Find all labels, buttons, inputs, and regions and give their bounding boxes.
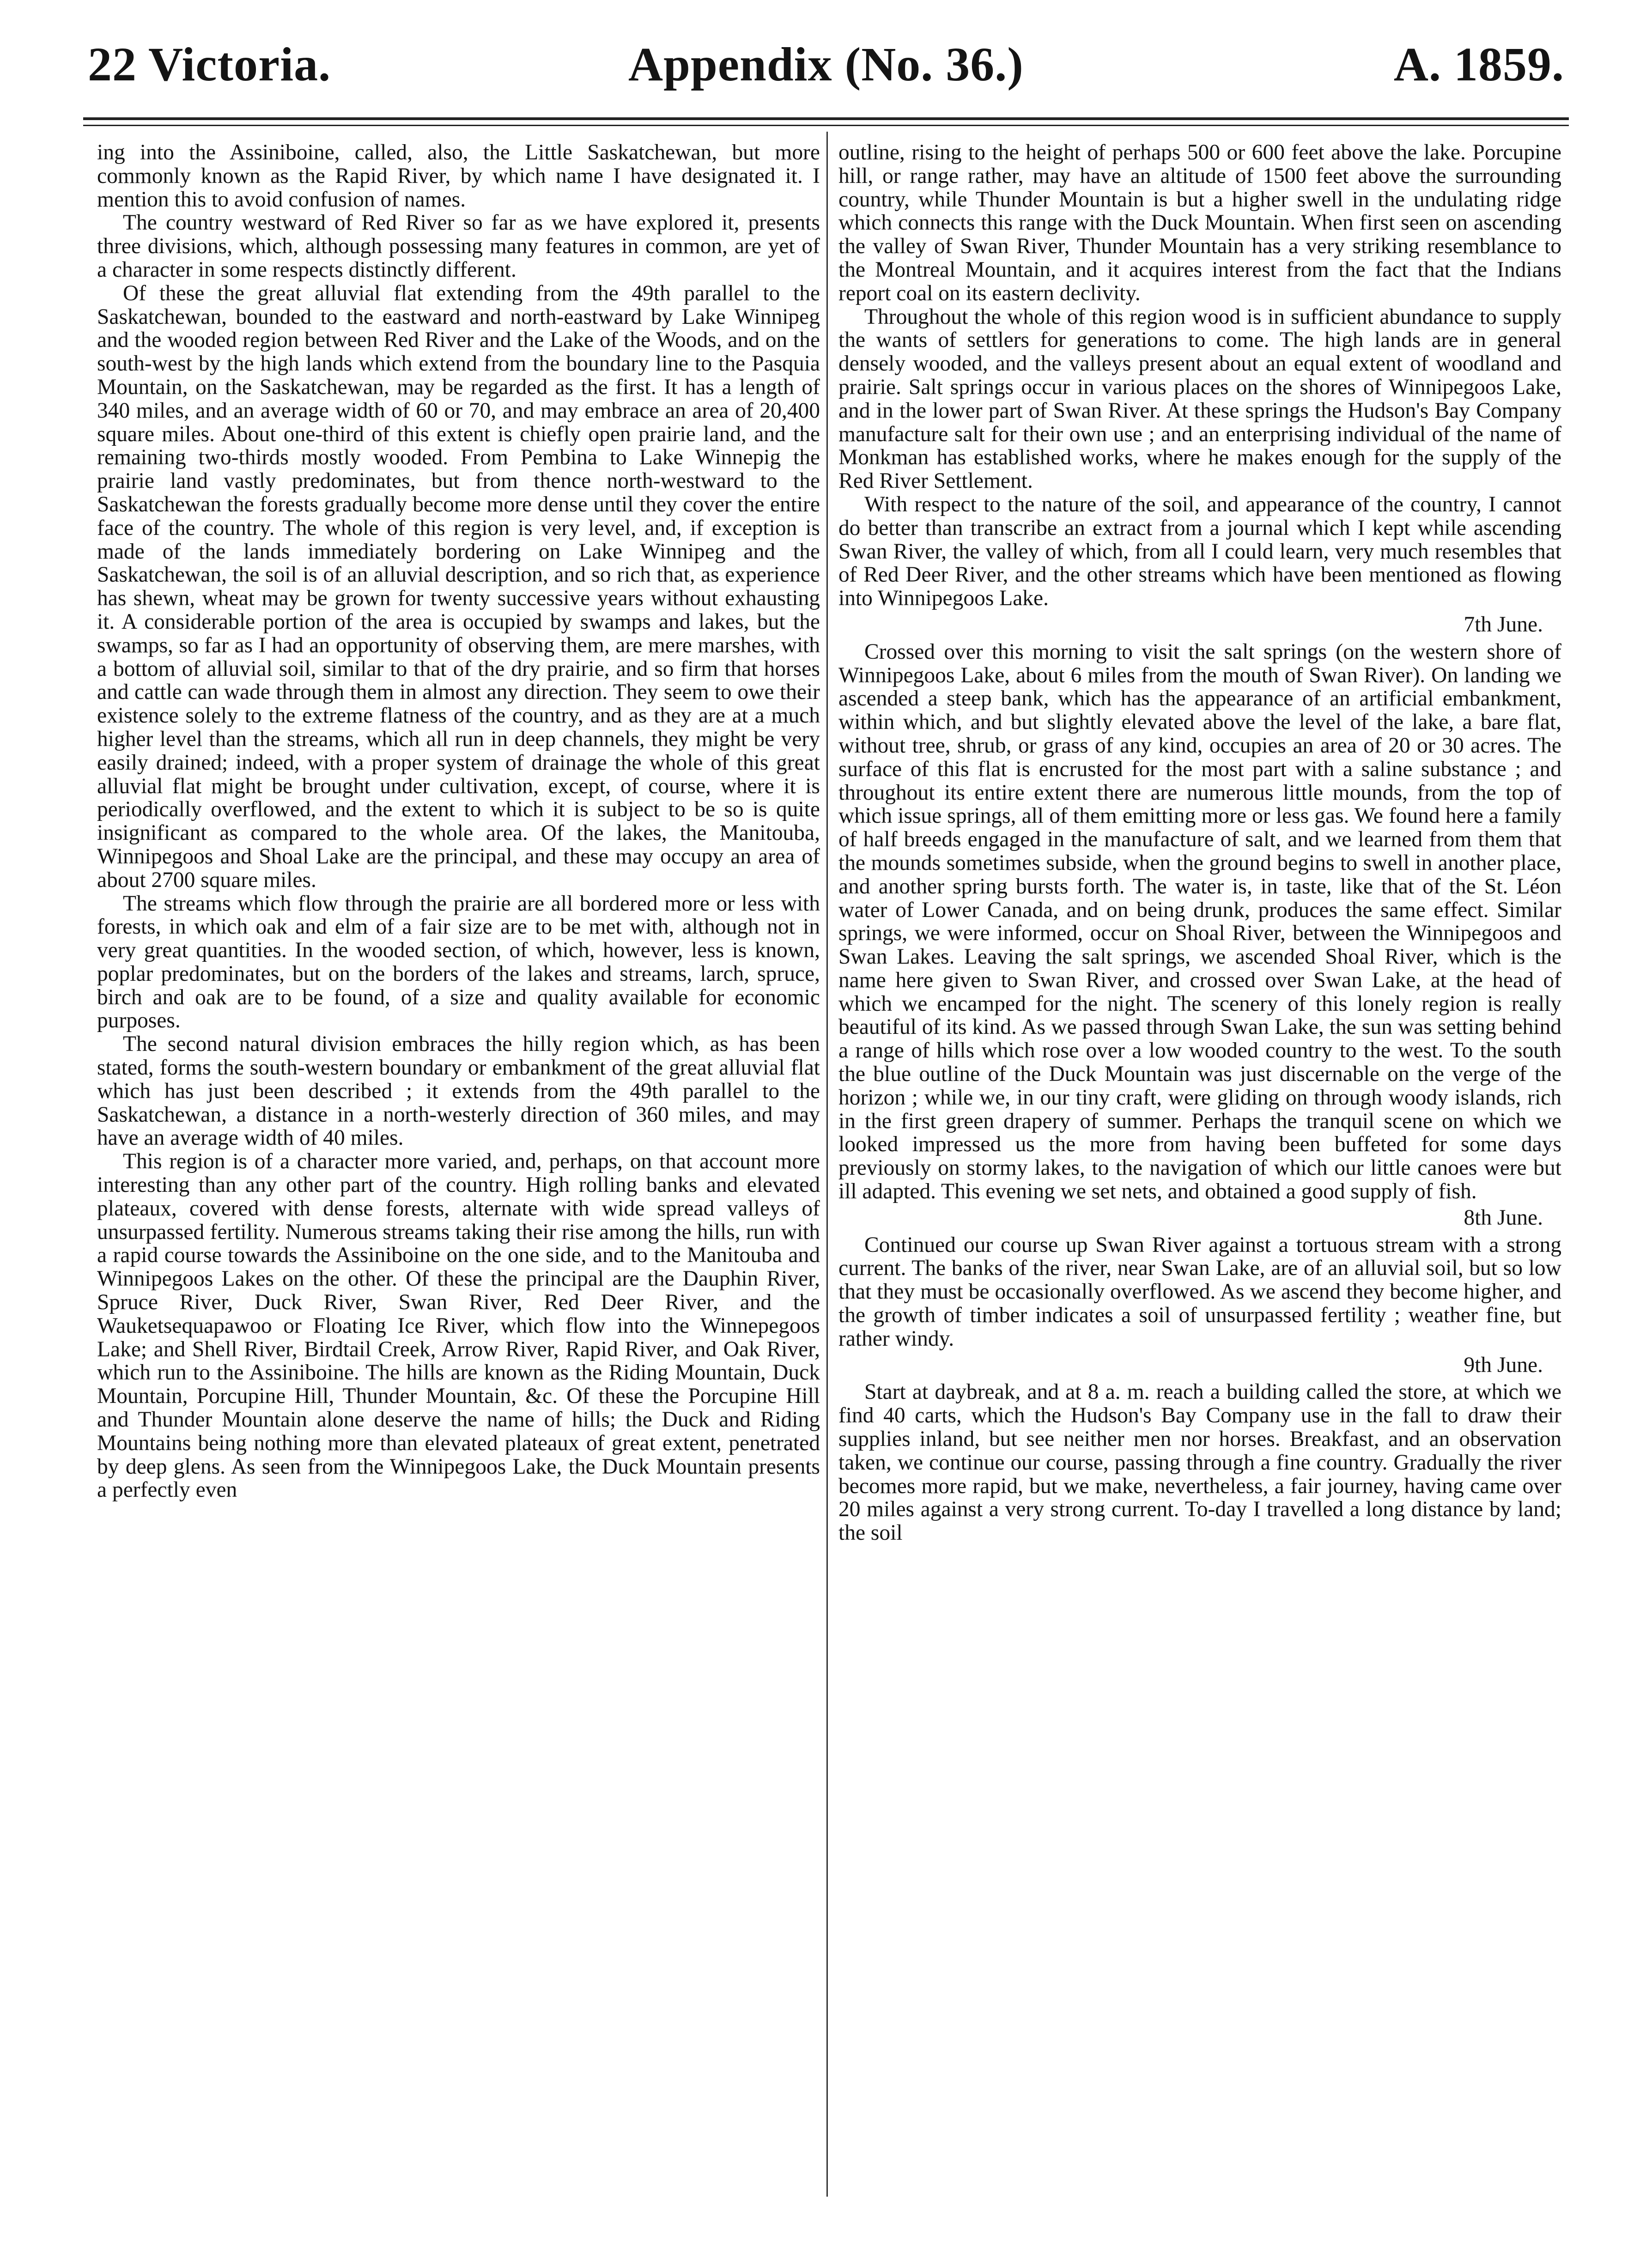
page-header — [69, 18, 1583, 102]
journal-date: 9th June. — [1464, 1353, 1543, 1377]
paragraph: Start at daybreak, and at 8 a. m. reach a building called the store, at which we find 40 carts, which the Hudson's Bay Company use in the fall to draw their supplies inland, but see neither men nor horses. Breakfast, and an observation taken, we continue our course, passing through a fine country. Gradually the river becomes more rapid, but we make, nevertheless, a fair journey, having came over 20 miles against a very strong current. To-day I travelled a long distance by land; the soil — [838, 1380, 1561, 1545]
journal-date: 7th June. — [1464, 612, 1543, 637]
paragraph: Of these the great alluvial flat extending from the 49th parallel to the Saskatchewan, bounded to the eastward and north-eastward by Lake Winnipeg and the wooded region between Red River and the Lake of the Woods, and on the south-west by the high lands which extend from the boundary line to the Pasquia Mountain, on the Saskatchewan, may be regarded as the first. It has a length of 340 miles, and an average width of 60 or 70, and may embrace an area of 20,400 square miles. About one-third of this extent is chiefly open prairie land, and the remaining two-thirds mostly wooded. From Pembina to Lake Winnepig the prairie land vastly predominates, but from thence north-westward to the Saskatchewan the forests gradually become more dense until they cover the entire face of the country. The whole of this region is very level, and, if exception is made of the lands immediately bordering on Lake Winnipeg and the Saskatchewan, the soil is of an alluvial description, and so rich that, as experience has shewn, wheat may be grown for twenty successive years without exhausting it. A considerable portion of the area is occupied by swamps and lakes, but the swamps, so far as I had an opportunity of observing them, are mere marshes, with a bottom of alluvial soil, similar to that of the dry prairie, and so firm that horses and cattle can wade through them in almost any direction. They seem to owe their existence solely to the extreme flatness of the country, and as they are at a much higher level than the streams, which all run in deep channels, they might be very easily drained; indeed, with a proper system of drainage the whole of this great alluvial flat might be brought under cultivation, except, of course, where it is periodically overflowed, and the extent to which it is subject to be so is quite insignificant as compared to the whole area. Of the lakes, the Manitouba, Winnipegoos and Shoal Lake are the principal, and these may occupy an area of about 2700 square miles. — [97, 281, 820, 892]
right-column — [838, 141, 1561, 1545]
paragraph: Throughout the whole of this region wood is in sufficient abundance to supply the wants of settlers for generations to come. The high lands are in general densely wooded, and the valleys present about an equal extent of woodland and prairie. Salt springs occur in various places on the shores of Winnipegoos Lake, and in the lower part of Swan River. At these springs the Hudson's Bay Company manufacture salt for their own use ; and an enterprising individual of the name of Monkman has established works, where he makes enough for the supply of the Red River Settlement. — [838, 304, 1561, 493]
header-year: A. 1859. — [1393, 38, 1564, 91]
left-column — [97, 141, 820, 1502]
paragraph: outline, rising to the height of perhaps 500 or 600 feet above the lake. Porcupine hill, or range rather, may have an altitude of 1500 feet above the surrounding country, while Thunder Mountain is but a higher swell in the undulating ridge which connects this range with the Duck Mountain. When first seen on ascending the valley of Swan River, Thunder Mountain has a very striking resemblance to the Montreal Mountain, and it acquires interest from the fact that the Indians report coal on its eastern declivity. — [838, 140, 1561, 305]
header-session: 22 Victoria. — [88, 38, 331, 91]
paragraph: Crossed over this morning to visit the salt springs (on the western shore of Winnipegoos Lake, about 6 miles from the mouth of Swan River). On landing we ascended a steep bank, which has the appearance of an artificial embankment, within which, and but slightly elevated above the level of the lake, a bare flat, without tree, shrub, or grass of any kind, occupies an area of 20 or 30 acres. The surface of this flat is encrusted for the most part with a saline substance ; and throughout its entire extent there are numerous little mounds, from the top of which issue springs, all of them emitting more or less gas. We found here a family of half breeds engaged in the manufacture of salt, and we learned from them that the mounds sometimes subside, when the ground begins to swell in another place, and another spring bursts forth. The water is, in taste, like that of the St. Léon water of Lower Canada, and on being drunk, produces the same effect. Similar springs, we were informed, occur on Shoal River, between the Winnipegoos and Swan Lakes. Leaving the salt springs, we ascended Shoal River, which is the name here given to Swan River, and crossed over Swan Lake, at the head of which we encamped for the night. The scenery of this lonely region is really beautiful of its kind. As we passed through Swan Lake, the sun was setting behind a range of hills which rose over a low wooded country to the west. To the south the blue outline of the Duck Mountain was just discernable on the verge of the horizon ; while we, in our tiny craft, were gliding on through woody islands, rich in the first green drapery of summer. Perhaps the tranquil scene on which we looked impressed us the more from having been buffeted for some days previously on stormy lakes, to the navigation of which our little canoes were but ill adapted. This evening we set nets, and obtained a good supply of fish. — [838, 639, 1561, 1204]
paragraph: The second natural division embraces the hilly region which, as has been stated, forms the south-western boundary or embankment of the great alluvial flat which has just been described ; it extends from the 49th parallel to the Saskatchewan, a distance in a north-westerly direction of 360 miles, and may have an average width of 40 miles. — [97, 1032, 820, 1150]
paragraph: Continued our course up Swan River against a tortuous stream with a strong current. The banks of the river, near Swan Lake, are of an alluvial soil, but so low that they must be occasionally overflowed. As we ascend they become higher, and the growth of timber indicates a soil of unsurpassed fertility ; weather fine, but rather windy. — [838, 1233, 1561, 1351]
header-appendix: Appendix (No. 36.) — [628, 38, 1024, 91]
paragraph: This region is of a character more varied, and, perhaps, on that account more interesting than any other part of the country. High rolling banks and elevated plateaux, covered with dense forests, alternate with wide spread valleys of unsurpassed fertility. Numerous streams taking their rise among the hills, run with a rapid course towards the Assiniboine on the one side, and to the Manitouba and Winnipegoos Lakes on the other. Of these the principal are the Dauphin River, Spruce River, Duck River, Swan River, Red Deer River, and the Wauketsequapawoo or Floating Ice River, which flow into the Winnepegoos Lake; and Shell River, Birdtail Creek, Arrow River, Rapid River, and Oak River, which run to the Assiniboine. The hills are known as the Riding Mountain, Duck Mountain, Porcupine Hill, Thunder Mountain, &c. Of these the Porcupine Hill and Thunder Mountain alone deserve the name of hills; the Duck and Riding Mountains being nothing more than elevated plateaux of great extent, penetrated by deep glens. As seen from the Winnipegoos Lake, the Duck Mountain presents a perfectly even — [97, 1149, 820, 1502]
journal-date: 8th June. — [1464, 1205, 1543, 1230]
paragraph: The country westward of Red River so far as we have explored it, presents three divisions, which, although possessing many features in common, are yet of a character in some respects distinctly different. — [97, 211, 820, 282]
paragraph: With respect to the nature of the soil, and appearance of the country, I cannot do better than transcribe an extract from a journal which I kept while ascending Swan River, the valley of which, from all I could learn, very much resembles that of Red Deer River, and the other streams which have been mentioned as flowing into Winnipegoos Lake. — [838, 492, 1561, 611]
header-rule-thick — [83, 117, 1569, 120]
paragraph: ing into the Assiniboine, called, also, the Little Saskatchewan, but more commonly known as the Rapid River, by which name I have designated it. I mention this to avoid confusion of names. — [97, 140, 820, 212]
column-divider — [826, 132, 828, 2197]
paragraph: The streams which flow through the prairie are all bordered more or less with forests, in which oak and elm of a fair size are to be met with, although not in very great quantities. In the wooded section, of which, however, less is known, poplar predominates, but on the borders of the lakes and streams, larch, spruce, birch and oak are to be found, of a size and quality available for economic purposes. — [97, 891, 820, 1033]
header-rule-thin — [83, 125, 1569, 126]
